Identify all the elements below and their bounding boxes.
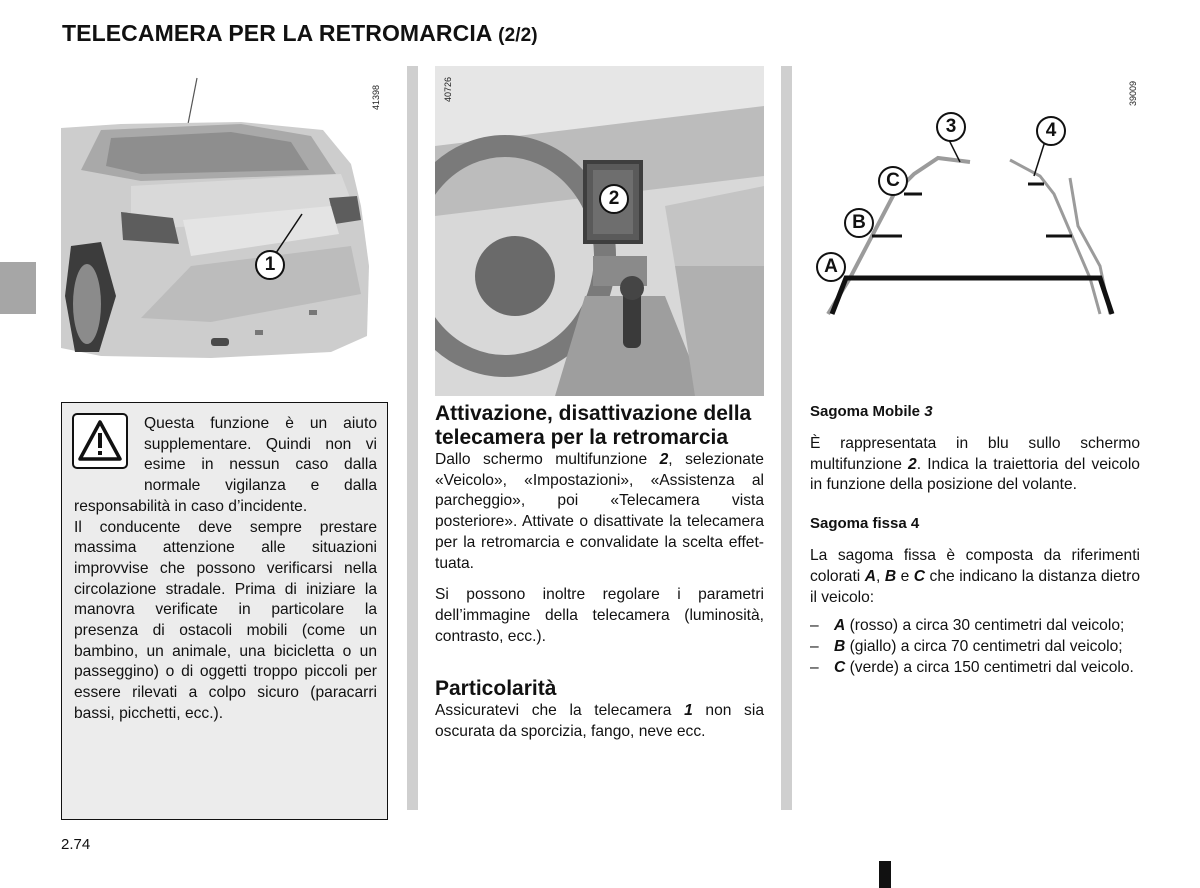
callout-a: A [816,252,846,282]
page-number: 2.74 [61,836,91,853]
column-separator [781,66,792,810]
callout-4: 4 [1036,116,1066,146]
callout-b: B [844,208,874,238]
warning-text [74,414,377,725]
fixed-guide-heading: Sagoma fissa 4 [810,515,920,533]
column-separator [407,66,418,810]
list-item: – A (rosso) a circa 30 centimetri dal veicolo; [810,617,1125,635]
activation-heading: Attivazione, disattivazione della telecamera per la retromarcia [435,402,752,449]
warning-paragraph: Il conducente deve sempre prestare massima attenzione alle situazioni improvvise che possono verificarsi nella circolazione stradale. Prima di iniziare la manovra verificate in particolare la presenza di ostacoli mobili (come un bambino, un animale, una bicicletta o un passeggino) o di oggetti troppo piccoli per essere rilevati a colpo sicuro (paracarri bassi, picchetti, ecc.). [74,518,377,722]
particularity-heading: Particolarità [435,677,557,701]
dashboard-image [435,66,764,396]
section-tab [0,262,36,314]
image-code: 40726 [443,76,453,102]
guides-section [810,402,1140,678]
image-code: 41398 [371,84,381,110]
list-item: – C (verde) a circa 150 centimetri dal veicolo. [810,658,1134,676]
activation-section [435,402,764,743]
activation-paragraph: Si possono inoltre regolare i parametri dell’immagine della telecamera (luminosità, contrasto, ecc.). [435,586,764,645]
title-text: TELECAMERA PER LA RETROMARCIA [62,20,492,46]
warning-box [61,402,388,820]
callout-c: C [878,166,908,196]
mobile-guide-heading: Sagoma Mobile 3 [810,403,933,420]
activation-paragraph: Dallo schermo multifunzione 2, selezionate «Veicolo», «Impostazioni», «Assistenza al parcheggio», poi «Telecamera vista posteriore». Attivate o disattivate la telecamera per la retromarcia e convalidate la scelta effettuata. [435,451,764,572]
particularity-paragraph: Assicuratevi che la telecamera 1 non sia oscurata da sporcizia, fango, neve ecc. [435,702,764,741]
warning-paragraph: Questa funzione è un aiuto supplementare. Quindi non vi esime in nessun caso dalla normale vigilanza e dalla responsabilità in caso d’incidente. [74,415,377,515]
fixed-guide-paragraph: La sagoma fissa è composta da riferimenti colorati A, B e C che indicano la distanza dietro il veicolo: [810,547,1140,606]
parking-guide-diagram [810,66,1150,326]
callout-1: 1 [255,250,285,280]
mobile-guide-paragraph: È rappresentata in blu sullo schermo multifunzione 2. Indica la traiettoria del veicolo in funzione della posizione del volante. [810,435,1140,494]
page-title [62,20,538,47]
callout-2: 2 [599,184,629,214]
car-rear-image [61,66,388,366]
distance-list [810,616,1140,678]
title-part: (2/2) [498,25,538,46]
edge-marker [879,861,891,888]
image-code: 39009 [1128,80,1138,106]
callout-3: 3 [936,112,966,142]
list-item: – B (giallo) a circa 70 centimetri dal veicolo; [810,637,1123,655]
